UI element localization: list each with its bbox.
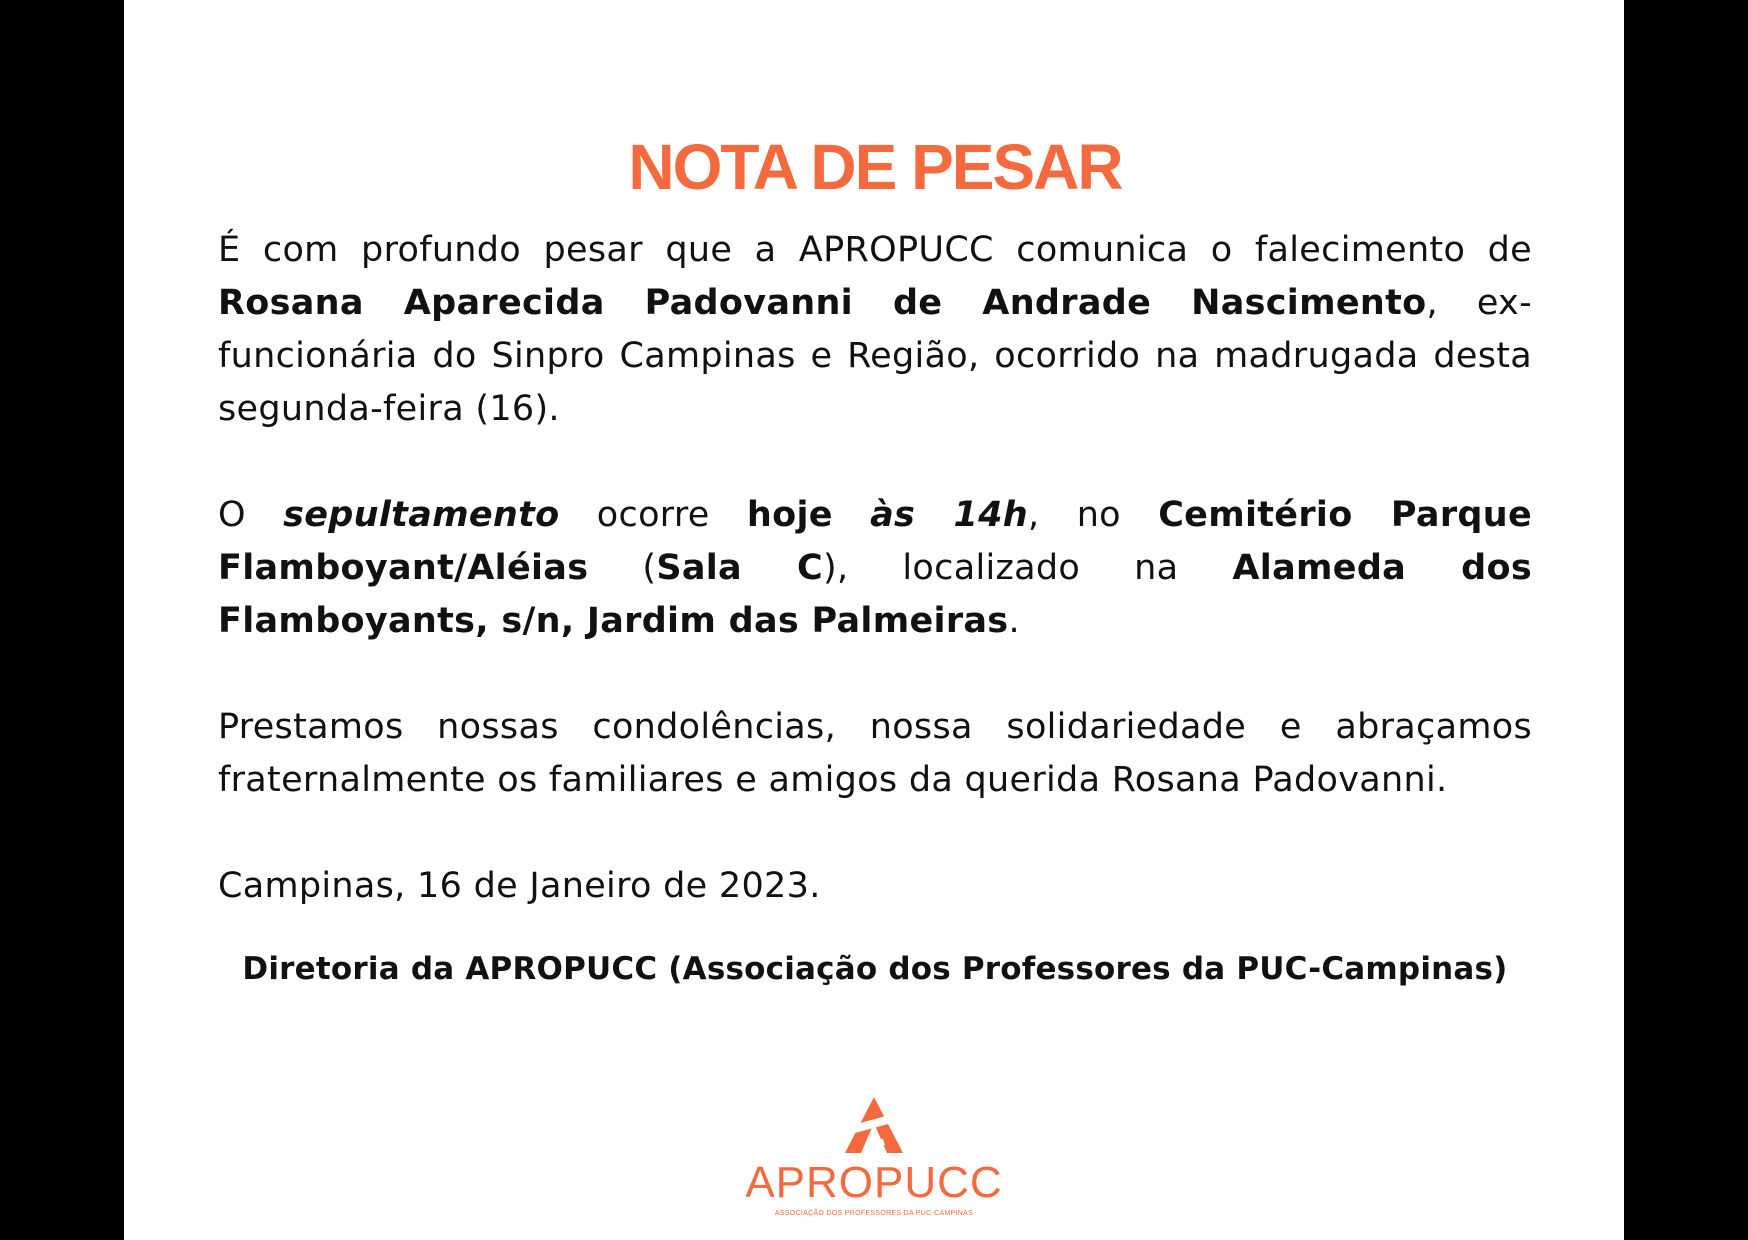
room-name: Sala C [656, 548, 824, 588]
deceased-name: Rosana Aparecida Padovanni de Andrade Nascimento [218, 283, 1427, 323]
burial-text-5: ( [588, 548, 657, 588]
cemetery-name: Cemitério Parque Flamboyant/Aléias [218, 495, 1532, 588]
burial-day: hoje [746, 495, 833, 535]
paragraph-condolences: Prestamos nossas condolências, nossa solidariedade e abraçamos fraternalmente os familiares e amigos da querida Rosana Padovanni. [218, 707, 1532, 800]
apropucc-a-logo-icon [843, 1095, 905, 1155]
announcement-text-2: , ex-funcionária do Sinpro Campinas e Região, ocorrido na madrugada desta segunda-feira (16). [218, 283, 1532, 429]
apropucc-logo [124, 1095, 1624, 1219]
signature: Diretoria da APROPUCC (Associação dos Professores da PUC-Campinas) [242, 951, 1508, 987]
logo-subtitle: ASSOCIAÇÃO DOS PROFESSORES DA PUC-CAMPINAS [774, 1210, 974, 1217]
announcement-text-1: É com profundo pesar que a APROPUCC comunica o falecimento de [218, 230, 1532, 270]
cemetery-address: Alameda dos Flamboyants, s/n, Jardim das Palmeiras [218, 548, 1532, 641]
logo-name: APROPUCC [745, 1158, 1003, 1207]
burial-word: sepultamento [283, 495, 560, 535]
document-page [124, 0, 1624, 1240]
burial-text-4: , no [1028, 495, 1159, 535]
paragraph-burial [218, 489, 1532, 648]
document-body [218, 130, 1532, 989]
burial-text-1: O [218, 495, 284, 535]
date-line: Campinas, 16 de Janeiro de 2023. [218, 866, 821, 906]
burial-text-6: ), localizado na [823, 548, 1233, 588]
burial-text-7: . [1008, 601, 1020, 641]
burial-text-3 [833, 495, 870, 535]
burial-time: às 14h [870, 495, 1028, 535]
burial-text-2: ocorre [559, 495, 747, 535]
page-title: NOTA DE PESAR [628, 131, 1122, 203]
paragraph-announcement [218, 224, 1532, 436]
